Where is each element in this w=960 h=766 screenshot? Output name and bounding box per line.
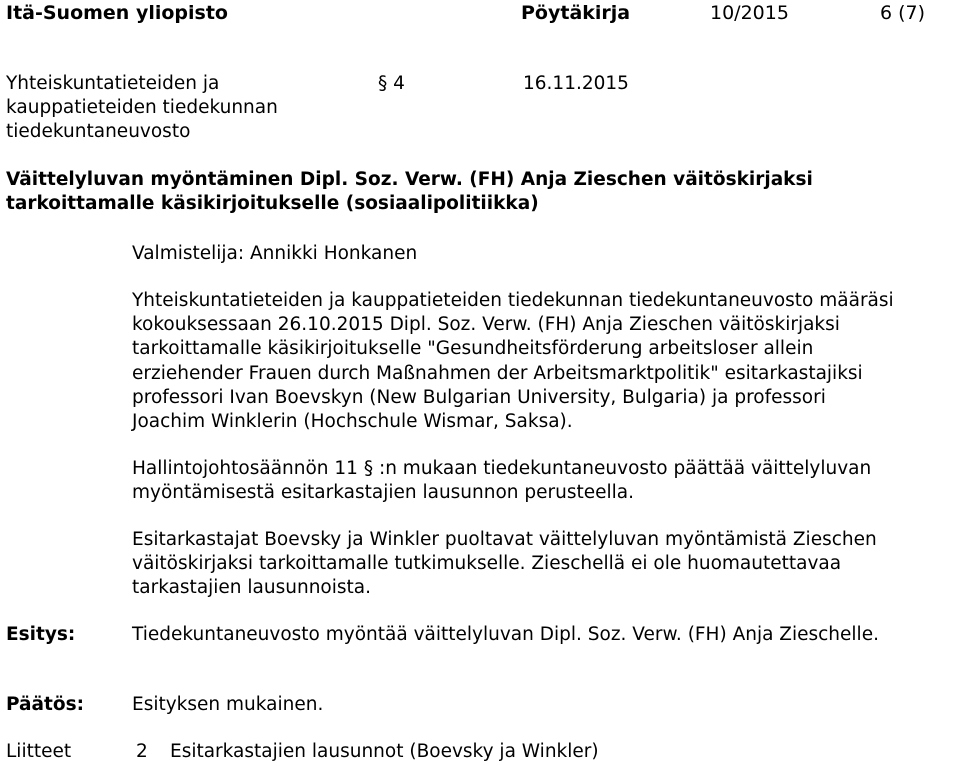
- paragraph-2-line-1: Hallintojohtosäännön 11 § :n mukaan tiedekuntaneuvosto päättää väittelyluvan: [132, 458, 872, 479]
- attachment-number: 2: [136, 741, 148, 762]
- paragraph-1-line-6: Joachim Winklerin (Hochschule Wismar, Saksa).: [132, 411, 573, 432]
- item-title-line-1: Väittelyluvan myöntäminen Dipl. Soz. Verw. (FH) Anja Zieschen väitöskirjaksi: [6, 169, 813, 190]
- meeting-date: 16.11.2015: [523, 73, 629, 94]
- faculty-line-3: tiedekuntaneuvosto: [6, 121, 191, 142]
- preparer: Valmistelija: Annikki Honkanen: [132, 243, 418, 264]
- decision-text: Esityksen mukainen.: [132, 694, 324, 715]
- page-number: 6 (7): [880, 2, 926, 24]
- paragraph-2-line-2: myöntämisestä esitarkastajien lausunnon perusteella.: [132, 482, 635, 503]
- university-name: Itä-Suomen yliopisto: [6, 2, 228, 24]
- document-type: Pöytäkirja: [521, 2, 631, 24]
- faculty-line-1: Yhteiskuntatieteiden ja: [6, 73, 220, 94]
- proposal-label: Esitys:: [6, 624, 76, 645]
- faculty-line-2: kauppatieteiden tiedekunnan: [6, 97, 278, 118]
- proposal-text: Tiedekuntaneuvosto myöntää väittelyluvan Dipl. Soz. Verw. (FH) Anja Zieschelle.: [132, 624, 879, 645]
- paragraph-1-line-2: kokouksessaan 26.10.2015 Dipl. Soz. Verw. (FH) Anja Zieschen väitöskirjaksi: [132, 314, 840, 335]
- attachment-description: Esitarkastajien lausunnot (Boevsky ja Winkler): [170, 741, 599, 762]
- paragraph-1-line-1: Yhteiskuntatieteiden ja kauppatieteiden tiedekunnan tiedekuntaneuvosto määräsi: [132, 290, 894, 311]
- section-number: § 4: [378, 73, 405, 94]
- document-number: 10/2015: [710, 2, 789, 24]
- paragraph-1-line-4: erziehender Frauen durch Maßnahmen der Arbeitsmarktpolitik" esitarkastajiksi: [132, 363, 863, 384]
- paragraph-1-line-3: tarkoittamalle käsikirjoitukselle "Gesundheitsförderung arbeitsloser allein: [132, 338, 814, 359]
- decision-label: Päätös:: [6, 694, 84, 715]
- attachments-label: Liitteet: [6, 741, 72, 762]
- item-title-line-2: tarkoittamalle käsikirjoitukselle (sosiaalipolitiikka): [6, 193, 539, 214]
- paragraph-3-line-1: Esitarkastajat Boevsky ja Winkler puoltavat väittelyluvan myöntämistä Zieschen: [132, 529, 877, 550]
- paragraph-3-line-2: väitöskirjaksi tarkoittamalle tutkimukselle. Zieschellä ei ole huomautettavaa: [132, 553, 842, 574]
- paragraph-1-line-5: professori Ivan Boevskyn (New Bulgarian University, Bulgaria) ja professori: [132, 387, 826, 408]
- paragraph-3-line-3: tarkastajien lausunnoista.: [132, 577, 372, 598]
